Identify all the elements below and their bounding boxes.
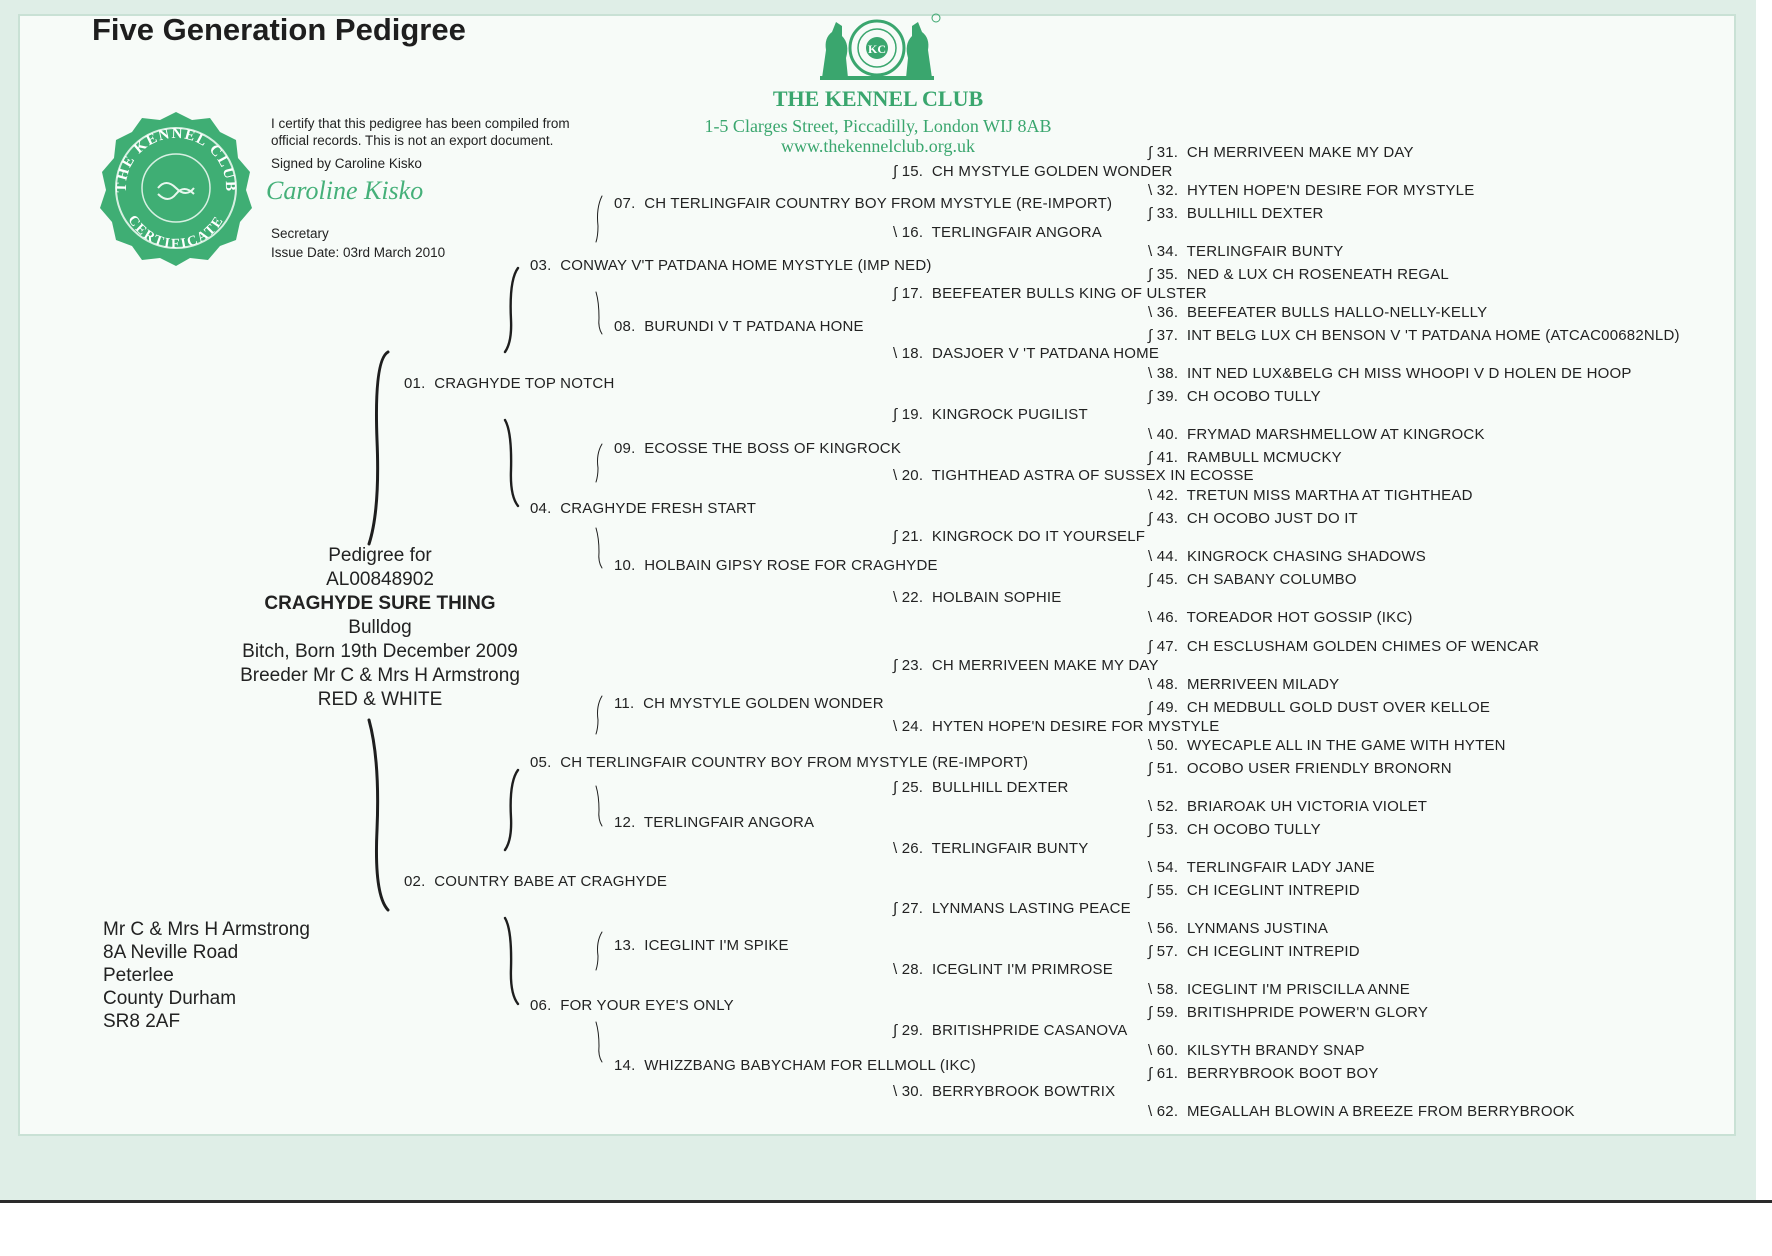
ancestor-51: ∫ 51. OCOBO USER FRIENDLY BRONORN bbox=[1148, 760, 1452, 777]
ancestor-53: ∫ 53. CH OCOBO TULLY bbox=[1148, 821, 1321, 838]
bracket-dam-line bbox=[369, 720, 388, 910]
owner-town: Peterlee bbox=[103, 965, 174, 986]
ancestor-23: ∫ 23. CH MERRIVEEN MAKE MY DAY bbox=[893, 657, 1159, 674]
ancestor-60: \ 60. KILSYTH BRANDY SNAP bbox=[1148, 1042, 1365, 1059]
owner-name: Mr C & Mrs H Armstrong bbox=[103, 919, 310, 940]
ancestor-14: 14. WHIZZBANG BABYCHAM FOR ELLMOLL (IKC) bbox=[614, 1057, 976, 1074]
ancestor-59: ∫ 59. BRITISHPRIDE POWER'N GLORY bbox=[1148, 1004, 1429, 1021]
ancestor-08: 08. BURUNDI V T PATDANA HONE bbox=[614, 318, 864, 335]
ancestor-49: ∫ 49. CH MEDBULL GOLD DUST OVER KELLOE bbox=[1148, 699, 1491, 716]
ancestor-12: 12. TERLINGFAIR ANGORA bbox=[614, 814, 815, 831]
bracket-glyph: ∫ bbox=[893, 528, 898, 545]
breeder: Breeder Mr C & Mrs H Armstrong bbox=[240, 665, 520, 686]
ancestor-28: \ 28. ICEGLINT I'M PRIMROSE bbox=[893, 961, 1113, 978]
ancestor-15: ∫ 15. CH MYSTYLE GOLDEN WONDER bbox=[893, 163, 1173, 180]
ancestor-02 bbox=[404, 873, 667, 890]
ancestor-50: \ 50. WYECAPLE ALL IN THE GAME WITH HYTEN bbox=[1148, 737, 1506, 754]
bracket-glyph: ∫ bbox=[893, 285, 898, 302]
ancestor-56: \ 56. LYNMANS JUSTINA bbox=[1148, 920, 1329, 937]
ancestor-03: 03. CONWAY V'T PATDANA HOME MYSTYLE (IMP NED) bbox=[530, 257, 932, 274]
ancestor-13: 13. ICEGLINT I'M SPIKE bbox=[614, 937, 789, 954]
ancestor-26: \ 26. TERLINGFAIR BUNTY bbox=[893, 840, 1089, 857]
ancestor-37: ∫ 37. INT BELG LUX CH BENSON V 'T PATDANA HOME (ATCAC00682NLD) bbox=[1148, 327, 1680, 344]
bracket-glyph: \ bbox=[893, 840, 898, 857]
ancestor-25: ∫ 25. BULLHILL DEXTER bbox=[893, 779, 1069, 796]
colour: RED & WHITE bbox=[317, 689, 443, 710]
ancestor-22: \ 22. HOLBAIN SOPHIE bbox=[893, 589, 1062, 606]
ancestor-21: ∫ 21. KINGROCK DO IT YOURSELF bbox=[893, 528, 1146, 545]
registration-number: AL00848902 bbox=[326, 569, 434, 590]
bracket-glyph: ∫ bbox=[893, 1022, 898, 1039]
pedigree-for-label: Pedigree for bbox=[328, 545, 432, 566]
ancestor-18: \ 18. DASJOER V 'T PATDANA HOME bbox=[893, 345, 1160, 362]
ancestor-58: \ 58. ICEGLINT I'M PRISCILLA ANNE bbox=[1148, 981, 1411, 998]
bracket-glyph: ∫ bbox=[893, 163, 898, 180]
ancestor-43: ∫ 43. CH OCOBO JUST DO IT bbox=[1148, 510, 1358, 527]
ancestor-62: \ 62. MEGALLAH BLOWIN A BREEZE FROM BERRYBROOK bbox=[1148, 1103, 1575, 1120]
seal-bottom-text: CERTIFICATE bbox=[124, 212, 228, 253]
bracket-glyph: ∫ bbox=[893, 900, 898, 917]
ancestor-09: 09. ECOSSE THE BOSS OF KINGROCK bbox=[614, 440, 902, 457]
ancestor-61: ∫ 61. BERRYBROOK BOOT BOY bbox=[1148, 1065, 1379, 1082]
ancestor-54: \ 54. TERLINGFAIR LADY JANE bbox=[1148, 859, 1375, 876]
ancestor-number: 02. bbox=[404, 873, 426, 890]
bracket-sire-line bbox=[369, 352, 388, 544]
page-title: Five Generation Pedigree bbox=[92, 12, 466, 47]
bracket-glyph: \ bbox=[893, 589, 898, 606]
ancestor-31: ∫ 31. CH MERRIVEEN MAKE MY DAY bbox=[1148, 144, 1414, 161]
ancestor-19: ∫ 19. KINGROCK PUGILIST bbox=[893, 406, 1088, 423]
ancestor-44: \ 44. KINGROCK CHASING SHADOWS bbox=[1148, 548, 1426, 565]
ancestor-40: \ 40. FRYMAD MARSHMELLOW AT KINGROCK bbox=[1148, 426, 1485, 443]
signature: Caroline Kisko bbox=[266, 176, 424, 205]
ancestor-39: ∫ 39. CH OCOBO TULLY bbox=[1148, 388, 1321, 405]
ancestor-52: \ 52. BRIAROAK UH VICTORIA VIOLET bbox=[1148, 798, 1428, 815]
ancestor-24: \ 24. HYTEN HOPE'N DESIRE FOR MYSTYLE bbox=[893, 718, 1220, 735]
ancestor-07: 07. CH TERLINGFAIR COUNTRY BOY FROM MYSTYLE (RE-IMPORT) bbox=[614, 195, 1113, 212]
bracket-glyph: \ bbox=[893, 1083, 898, 1100]
ancestor-04: 04. CRAGHYDE FRESH START bbox=[530, 500, 757, 517]
owner-street: 8A Neville Road bbox=[103, 942, 239, 963]
ancestor-45: ∫ 45. CH SABANY COLUMBO bbox=[1148, 571, 1357, 588]
ancestor-17: ∫ 17. BEEFEATER BULLS KING OF ULSTER bbox=[893, 285, 1207, 302]
ancestor-33: ∫ 33. BULLHILL DEXTER bbox=[1148, 205, 1324, 222]
ancestor-36: \ 36. BEEFEATER BULLS HALLO-NELLY-KELLY bbox=[1148, 304, 1488, 321]
bracket-glyph: ∫ bbox=[893, 406, 898, 423]
ancestor-34: \ 34. TERLINGFAIR BUNTY bbox=[1148, 243, 1344, 260]
breed: Bulldog bbox=[348, 617, 412, 638]
ancestor-30: \ 30. BERRYBROOK BOWTRIX bbox=[893, 1083, 1116, 1100]
club-name: THE KENNEL CLUB bbox=[772, 86, 984, 111]
owner-county: County Durham bbox=[103, 988, 237, 1009]
ancestor-46: \ 46. TOREADOR HOT GOSSIP (IKC) bbox=[1148, 609, 1413, 626]
bracket-glyph: \ bbox=[893, 961, 898, 978]
logo-text: KC bbox=[868, 42, 886, 56]
club-address: 1-5 Clarges Street, Piccadilly, London WIJ 8AB bbox=[704, 116, 1052, 136]
bracket-glyph: \ bbox=[893, 224, 898, 241]
dog-name: CRAGHYDE SURE THING bbox=[264, 593, 496, 614]
ancestor-29: ∫ 29. BRITISHPRIDE CASANOVA bbox=[893, 1022, 1128, 1039]
ancestor-01 bbox=[404, 375, 615, 392]
owner-postcode: SR8 2AF bbox=[103, 1011, 181, 1032]
signatory-role: Secretary bbox=[271, 226, 329, 241]
ancestor-05: 05. CH TERLINGFAIR COUNTRY BOY FROM MYSTYLE (RE-IMPORT) bbox=[530, 754, 1029, 771]
ancestor-16: \ 16. TERLINGFAIR ANGORA bbox=[893, 224, 1102, 241]
ancestor-name: COUNTRY BABE AT CRAGHYDE bbox=[434, 873, 668, 890]
ancestor-41: ∫ 41. RAMBULL MCMUCKY bbox=[1148, 449, 1342, 466]
ancestor-38: \ 38. INT NED LUX&BELG CH MISS WHOOPI V D HOLEN DE HOOP bbox=[1148, 365, 1632, 382]
ancestor-06: 06. FOR YOUR EYE'S ONLY bbox=[530, 997, 734, 1014]
sex-and-birth: Bitch, Born 19th December 2009 bbox=[242, 641, 518, 662]
club-website[interactable]: www.thekennelclub.org.uk bbox=[781, 136, 975, 156]
ancestor-11: 11. CH MYSTYLE GOLDEN WONDER bbox=[614, 695, 884, 712]
ancestor-20: \ 20. TIGHTHEAD ASTRA OF SUSSEX IN ECOSSE bbox=[893, 467, 1254, 484]
ancestor-10: 10. HOLBAIN GIPSY ROSE FOR CRAGHYDE bbox=[614, 557, 938, 574]
ancestor-57: ∫ 57. CH ICEGLINT INTREPID bbox=[1148, 943, 1360, 960]
issue-date: Issue Date: 03rd March 2010 bbox=[271, 245, 446, 260]
certify-statement-line2: official records. This is not an export document. bbox=[271, 133, 554, 148]
ancestor-27: ∫ 27. LYNMANS LASTING PEACE bbox=[893, 900, 1131, 917]
ancestor-number: 01. bbox=[404, 375, 426, 392]
bracket-glyph: ∫ bbox=[893, 657, 898, 674]
ancestor-name: CRAGHYDE TOP NOTCH bbox=[434, 375, 615, 392]
bracket-glyph: \ bbox=[893, 718, 898, 735]
ancestor-32: \ 32. HYTEN HOPE'N DESIRE FOR MYSTYLE bbox=[1148, 182, 1475, 199]
ancestor-48: \ 48. MERRIVEEN MILADY bbox=[1148, 676, 1340, 693]
ancestor-35: ∫ 35. NED & LUX CH ROSENEATH REGAL bbox=[1148, 266, 1449, 283]
bracket-glyph: \ bbox=[893, 467, 898, 484]
bracket-glyph: \ bbox=[893, 345, 898, 362]
seal-top-text: THE KENNEL CLUB bbox=[113, 125, 239, 193]
ancestor-55: ∫ 55. CH ICEGLINT INTREPID bbox=[1148, 882, 1360, 899]
ancestor-42: \ 42. TRETUN MISS MARTHA AT TIGHTHEAD bbox=[1148, 487, 1473, 504]
ancestor-47: ∫ 47. CH ESCLUSHAM GOLDEN CHIMES OF WENCAR bbox=[1148, 638, 1540, 655]
bracket-glyph: ∫ bbox=[893, 779, 898, 796]
signed-by: Signed by Caroline Kisko bbox=[271, 156, 422, 171]
certify-statement-line1: I certify that this pedigree has been compiled from bbox=[271, 116, 570, 131]
